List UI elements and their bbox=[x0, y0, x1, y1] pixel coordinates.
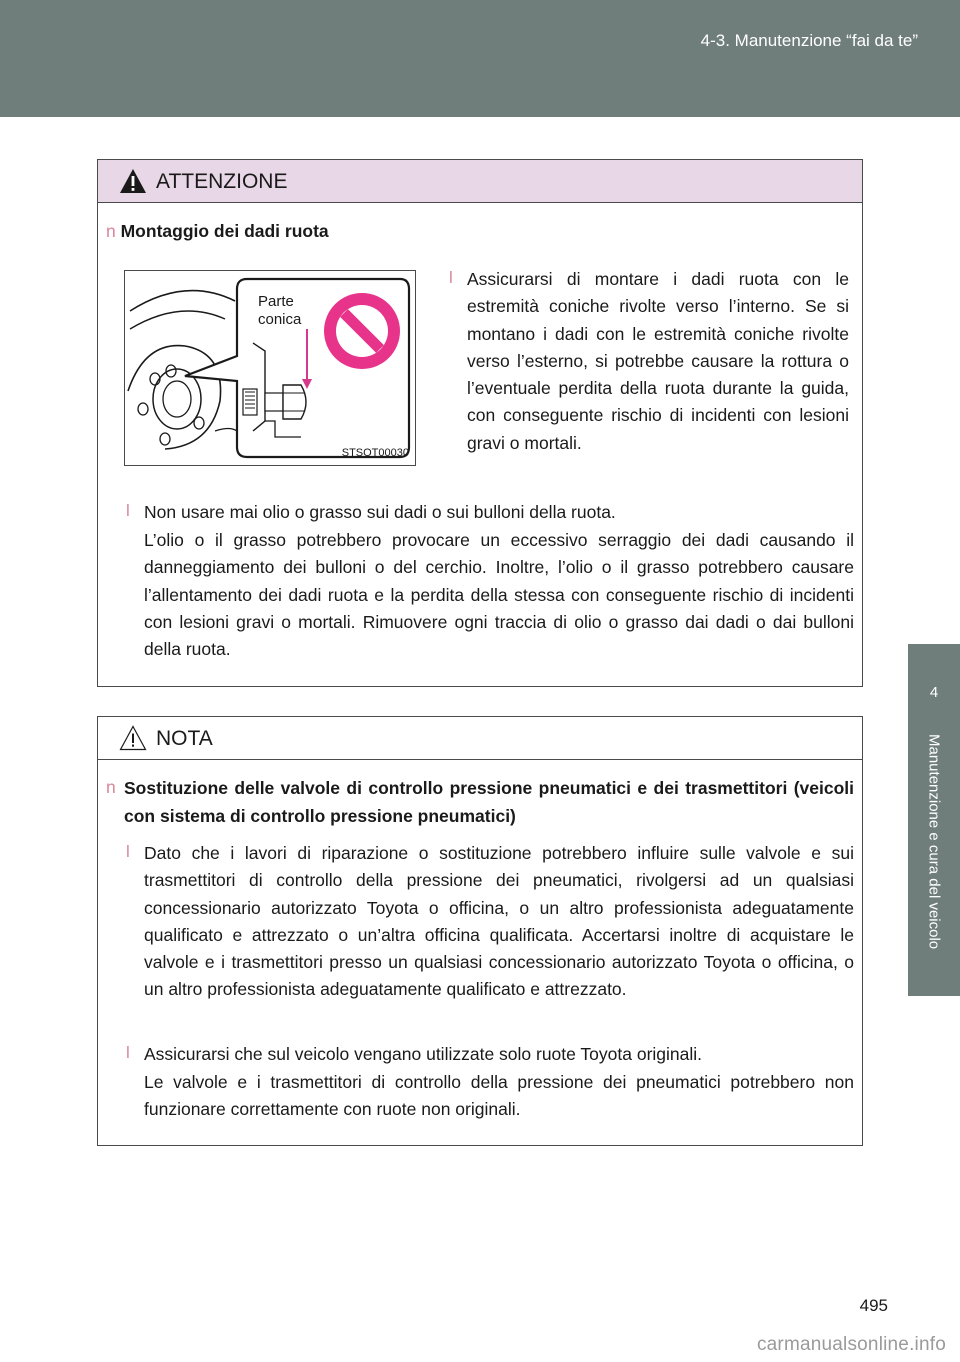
attenzione-section-heading bbox=[106, 217, 329, 245]
page-number: 495 bbox=[859, 1296, 888, 1315]
bullet-marker: l bbox=[126, 842, 130, 861]
attenzione-title: ATTENZIONE bbox=[156, 170, 288, 193]
figure-label bbox=[258, 293, 301, 329]
attenzione-section-title: Montaggio dei dadi ruota bbox=[120, 221, 329, 241]
nota-section-title: Sostituzione delle valvole di controllo pressione pneumatici e dei trasmettitori (veicoli con sistema di controllo pressione pneumatici) bbox=[124, 778, 854, 826]
chapter-title: Manutenzione e cura del veicolo bbox=[925, 734, 943, 950]
nota-item1-text: Dato che i lavori di riparazione o sostituzione potrebbero influire sulle valvole e sui trasmettitori di controllo della pressione dei pneumatici, rivolgersi ad un qualsiasi concessionario autorizzato Toyota o officina, o un altro professionista adeguatamente qualificato e attrezzato o un’altra officina qualificata. Accertarsi inoltre di acquistare le valvole e i trasmettitori presso un qualsiasi concessionario autorizzato Toyota o officina, o un altro professionista adeguatamente qualificato e attrezzato. bbox=[144, 843, 854, 1000]
nota-header bbox=[98, 717, 862, 760]
chapter-tab bbox=[908, 644, 960, 996]
watermark: carmanualsonline.info bbox=[756, 1334, 946, 1355]
nota-item2-text: Assicurarsi che sul veicolo vengano utilizzate solo ruote Toyota originali. bbox=[144, 1044, 703, 1064]
warning-icon bbox=[119, 168, 147, 194]
caution-icon bbox=[119, 725, 147, 751]
figure-label-line1: Parte bbox=[258, 293, 294, 310]
bullet-marker: l bbox=[126, 501, 130, 520]
bullet-marker: n bbox=[106, 777, 116, 797]
bullet-marker: n bbox=[106, 221, 116, 241]
bullet-marker: l bbox=[126, 1043, 130, 1062]
section-title: 4-3. Manutenzione “fai da te” bbox=[700, 31, 918, 50]
attenzione-header bbox=[98, 160, 862, 203]
figure-label-line2: conica bbox=[258, 311, 302, 328]
attenzione-item2-details: L’olio o il grasso potrebbero provocare un eccessivo serraggio dei dadi causando il danneggiamento dei bulloni o del cerchio. Inoltre, l’olio o il grasso potrebbero causare l’allentamento dei dadi ruota e la perdita della stessa con conseguente rischio di incidenti con lesioni gravi o mortali. Rimuovere ogni traccia di olio o grasso dai dadi o dai bulloni della ruota. bbox=[144, 530, 854, 660]
nota-title: NOTA bbox=[156, 727, 213, 750]
attenzione-item2-text: Non usare mai olio o grasso sui dadi o sui bulloni della ruota. bbox=[144, 502, 616, 522]
bullet-marker: l bbox=[449, 268, 453, 287]
chapter-number: 4 bbox=[929, 684, 939, 701]
attenzione-item1-text: Assicurarsi di montare i dadi ruota con le estremità coniche rivolte verso l’interno. Se si montano i dadi con le estremità coniche rivolte verso l’esterno, si potrebbe causare la rottura o l’eventuale perdita della ruota durante la guida, con conseguente rischio di incidenti con lesioni gravi o mortali. bbox=[467, 269, 849, 453]
nota-item2-details: Le valvole e i trasmettitori di controllo della pressione dei pneumatici potrebbero non funzionare correttamente con ruote non originali. bbox=[144, 1072, 854, 1120]
wheel-nut-figure bbox=[124, 270, 416, 466]
page-header bbox=[0, 0, 960, 117]
figure-code: STSOT00030 bbox=[341, 447, 409, 459]
